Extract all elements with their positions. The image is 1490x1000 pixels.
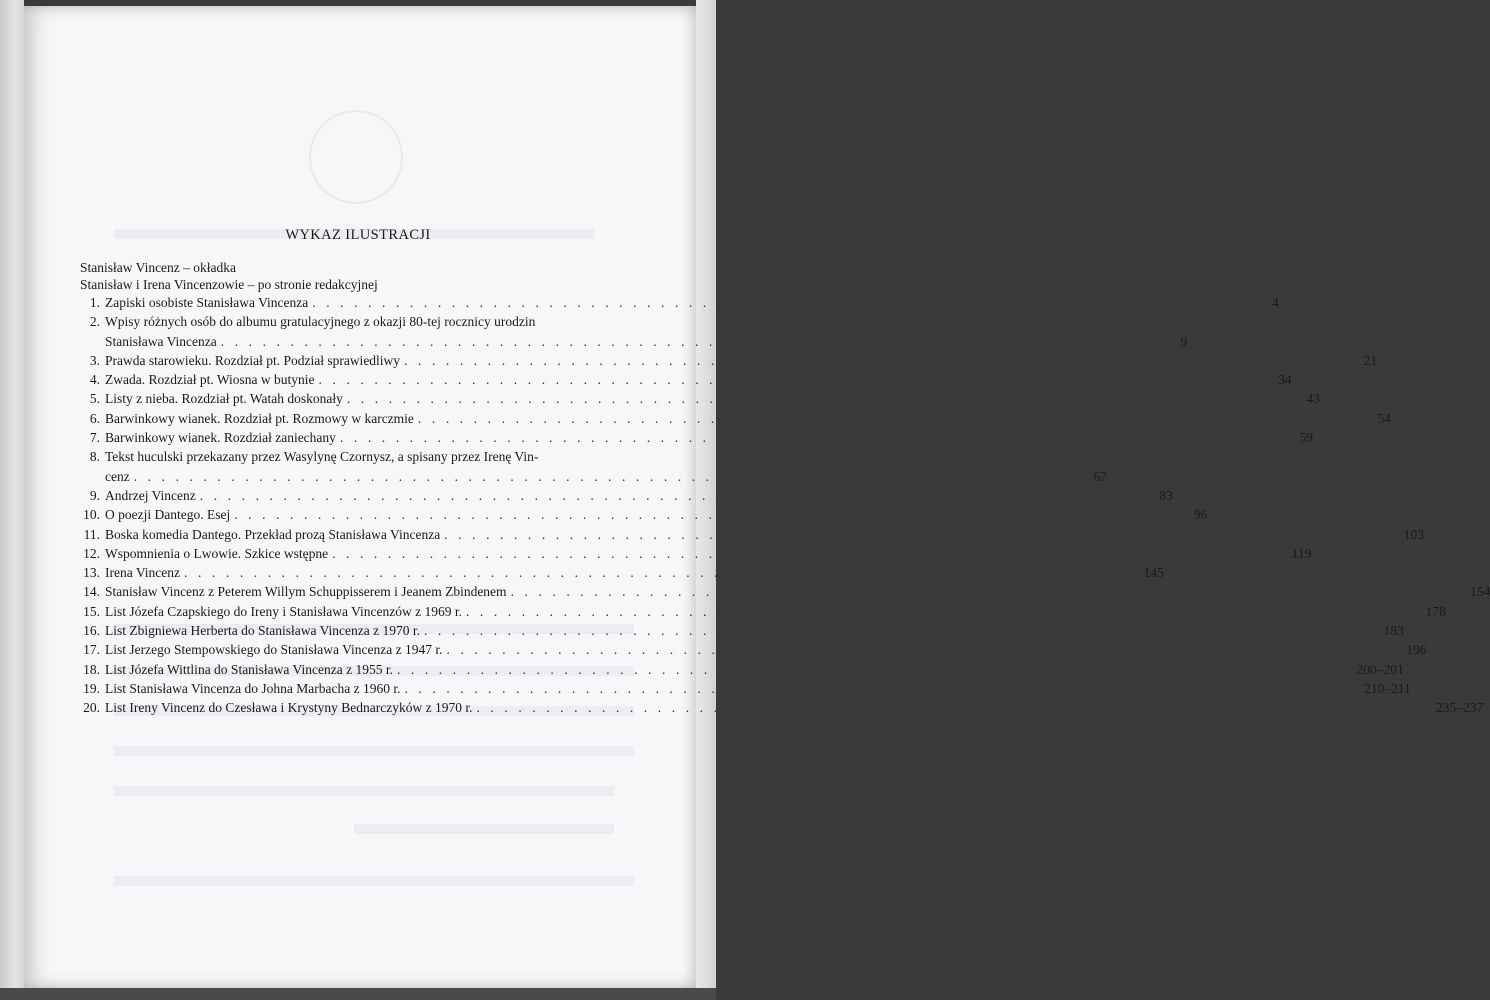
item-title: Prawda starowieku. Rozdział pt. Podział sprawiedliwy	[105, 352, 401, 368]
item-page: 103	[1403, 526, 1425, 542]
item-page: 21	[1363, 352, 1378, 368]
page-heading: WYKAZ ILUSTRACJI	[285, 227, 431, 243]
list-item-3	[80, 351, 1378, 370]
dot-leader: . . . . . . . . . . . . . . . . . . . . . . . . . . . . . . . . . . . . . . . . . . . . . . . . . . . . . . . . . . . . . . . . . . . . .	[199, 487, 1156, 503]
list-item-1	[80, 293, 1279, 312]
show-through-line	[114, 876, 634, 886]
dot-leader: . . . . . . . . . . . . . . . . . . . . . . . . . . . . . . . . . . . . . . . . . . . . . . . . . . . . . . . . . . . . . . . . . . . . .	[332, 545, 1288, 561]
item-title: List Józefa Wittlina do Stanisława Vincenza z 1955 r.	[105, 661, 393, 677]
dot-leader: . . . . . . . . . . . . . . . . . . . . . . . . . . . . . . . . . . . . . . . . . . . . . . . . . . . . . . . . . . . . . . . . . . . . .	[446, 642, 1403, 658]
item-title: O poezji Dantego. Esej	[105, 507, 231, 523]
item-title: Wpisy różnych osób do albumu gratulacyjnego z okazji 80-tej rocznicy urodzin	[105, 314, 536, 330]
list-item-12	[80, 544, 1312, 563]
list-item-11	[80, 525, 1425, 544]
item-number: 2.	[89, 314, 100, 330]
show-through-emblem	[309, 110, 403, 204]
list-item-20	[80, 698, 1484, 717]
list-item-10	[80, 505, 1208, 524]
item-number: 12.	[83, 545, 100, 561]
item-title: Barwinkowy wianek. Rozdział zaniechany	[105, 430, 336, 446]
item-page: 43	[1306, 391, 1320, 407]
dot-leader: . . . . . . . . . . . . . . . . . . . . . . . . . . . . . . . . . . . . . . . . . . . . . . . . . . . . . . . . . . . . . . . . . . . . .	[346, 391, 1303, 407]
list-item-18	[80, 660, 1404, 679]
dot-leader: . . . . . . . . . . . . . . . . . . . . . . . . . . . . . . . . . . . . . . . . . . . . . . . . . . . . . . . . . . . . . . . . . . . . .	[423, 623, 1380, 639]
item-number: 9.	[89, 487, 100, 503]
item-number: 19.	[83, 680, 100, 696]
item-title: Stanisław Vincenz z Peterem Willym Schuppisserem i Jeanem Zbindenem	[105, 584, 507, 600]
list-item-14	[80, 582, 1490, 601]
item-page: 154	[1470, 584, 1490, 600]
item-title: Andrzej Vincenz	[105, 487, 196, 503]
dot-leader: . . . . . . . . . . . . . . . . . . . . . . . . . . . . . . . . . . . . . . . . . . . . . . . . . . . . . . . . . . . . . . . . . . . . .	[184, 565, 1140, 581]
item-title: Zapiski osobiste Stanisława Vincenza	[105, 295, 309, 310]
item-number: 14.	[83, 584, 100, 600]
show-through-line	[354, 824, 614, 834]
item-number: 8.	[89, 449, 100, 465]
item-number: 4.	[89, 372, 100, 388]
list-item-6	[80, 409, 1391, 428]
item-number: 15.	[83, 603, 100, 619]
list-item-2-continued	[80, 332, 1188, 351]
item-title: List Jerzego Stempowskiego do Stanisława Vincenza z 1947 r.	[105, 642, 443, 658]
item-number: 10.	[83, 507, 100, 523]
item-page: 9	[1180, 333, 1188, 349]
list-item-16	[80, 621, 1404, 640]
dot-leader: . . . . . . . . . . . . . . . . . . . . . . . . . . . . . . . . . . . . . . . . . . . . . . . . . . . . . . . . . . . . . . . . . . . . .	[510, 584, 1467, 600]
list-item-17	[80, 640, 1427, 659]
dot-leader: . . . . . . . . . . . . . . . . . . . . . . . . . . . . . . . . . . . . . . . . . . . . . . . . . . . . . . . . . . . . . . . . . . . . .	[404, 352, 1360, 368]
item-title: Tekst huculski przekazany przez Wasylynę Czornysz, a spisany przez Irenę Vin-	[105, 449, 539, 465]
dot-leader: . . . . . . . . . . . . . . . . . . . . . . . . . . . . . . . . . . . . . . . . . . . . . . . . . . . . . . . . . . . . . . . . . . . . .	[312, 295, 1268, 310]
book-binding	[0, 0, 24, 1000]
dot-leader: . . . . . . . . . . . . . . . . . . . . . . . . . . . . . . . . . . . . . . . . . . . . . . . . . . . . . . . . . . . . . . . . . . . . .	[220, 333, 1177, 349]
list-item-2	[80, 312, 580, 331]
list-item-4	[80, 370, 1292, 389]
item-page: 67	[1093, 468, 1107, 484]
dot-leader: . . . . . . . . . . . . . . . . . . . . . . . . . . . . . . . . . . . . . . . . . . . . . . . . . . . . . . . . . . . . . . . . . . . . .	[465, 603, 1422, 619]
item-title: List Zbigniewa Herberta do Stanisława Vincenza z 1970 r.	[105, 623, 420, 639]
list-item-8	[80, 447, 580, 466]
item-page: 183	[1383, 623, 1404, 639]
item-title-continued: Stanisława Vincenza	[105, 333, 217, 349]
item-page: 235–237	[1436, 700, 1484, 716]
item-page: 145	[1143, 565, 1164, 581]
intro-line-editorial: Stanisław i Irena Vincenzowie – po stronie redakcyjnej	[80, 277, 378, 292]
item-page: 59	[1299, 430, 1313, 446]
illustrations-list	[80, 293, 1490, 718]
item-title: List Józefa Czapskiego do Ireny i Stanisława Vincenzów z 1969 r.	[105, 603, 462, 619]
dot-leader: . . . . . . . . . . . . . . . . . . . . . . . . . . . . . . . . . . . . . . . . . . . . . . . . . . . . . . . . . . . . . . . . . . . . .	[318, 372, 1275, 388]
item-number: 7.	[89, 430, 100, 446]
item-page: 119	[1291, 545, 1312, 561]
list-item-9	[80, 486, 1173, 505]
item-page: 34	[1278, 372, 1292, 388]
item-number: 1.	[89, 295, 100, 310]
show-through-line	[114, 746, 634, 756]
item-number: 20.	[83, 700, 100, 716]
dot-leader: . . . . . . . . . . . . . . . . . . . . . . . . . . . . . . . . . . . . . . . . . . . . . . . . . . . . . . . . . . . . . . . . . . . . .	[339, 430, 1296, 446]
list-item-7	[80, 428, 1313, 447]
item-title: Zwada. Rozdział pt. Wiosna w butynie	[105, 372, 315, 388]
item-page: 178	[1425, 603, 1446, 619]
item-number: 11.	[83, 526, 100, 542]
item-number: 16.	[83, 623, 100, 639]
scan-border	[0, 988, 716, 1000]
item-page: 96	[1193, 507, 1208, 523]
list-item-5	[80, 389, 1320, 408]
item-title: List Ireny Vincenz do Czesława i Krystyny Bednarczyków z 1970 r.	[105, 700, 473, 716]
item-title: List Stanisława Vincenza do Johna Marbacha z 1960 r.	[105, 680, 401, 696]
item-title: Boska komedia Dantego. Przekład prozą Stanisława Vincenza	[105, 526, 441, 542]
item-title: Barwinkowy wianek. Rozdział pt. Rozmowy w karczmie	[105, 410, 414, 426]
item-number: 6.	[89, 410, 100, 426]
item-number: 18.	[83, 661, 100, 677]
show-through-line	[114, 786, 614, 796]
list-item-15	[80, 602, 1446, 621]
list-item-19	[80, 679, 1411, 698]
dot-leader: . . . . . . . . . . . . . . . . . . . . . . . . . . . . . . . . . . . . . . . . . . . . . . . . . . . . . . . . . . . . . . . . . . . . .	[476, 700, 1433, 716]
item-page: 83	[1159, 487, 1173, 503]
item-number: 3.	[89, 352, 100, 368]
item-number: 13.	[83, 565, 100, 581]
item-number: 17.	[83, 642, 100, 658]
dot-leader: . . . . . . . . . . . . . . . . . . . . . . . . . . . . . . . . . . . . . . . . . . . . . . . . . . . . . . . . . . . . . . . . . . . . .	[444, 526, 1400, 542]
item-number: 5.	[89, 391, 100, 407]
dot-leader: . . . . . . . . . . . . . . . . . . . . . . . . . . . . . . . . . . . . . . . . . . . . . . . . . . . . . . . . . . . . . . . . . . . . .	[404, 680, 1361, 696]
item-page: 4	[1271, 295, 1279, 310]
item-title: Irena Vincenz	[105, 565, 181, 581]
intro-line-cover: Stanisław Vincenz – okładka	[80, 260, 237, 275]
dot-leader: . . . . . . . . . . . . . . . . . . . . . . . . . . . . . . . . . . . . . . . . . . . . . . . . . . . . . . . . . . . . . . . . . . . . .	[396, 661, 1353, 677]
item-page: 210–211	[1364, 680, 1411, 696]
item-title: Wspomnienia o Lwowie. Szkice wstępne	[105, 545, 329, 561]
item-page: 200–201	[1356, 661, 1404, 677]
list-item-8-continued	[80, 467, 1107, 486]
item-page: 196	[1406, 642, 1427, 658]
dot-leader: . . . . . . . . . . . . . . . . . . . . . . . . . . . . . . . . . . . . . . . . . . . . . . . . . . . . . . . . . . . . . . . . . . . . .	[133, 468, 1090, 484]
item-page: 54	[1377, 410, 1391, 426]
item-title: Listy z nieba. Rozdział pt. Watah doskonały	[105, 391, 343, 407]
dot-leader: . . . . . . . . . . . . . . . . . . . . . . . . . . . . . . . . . . . . . . . . . . . . . . . . . . . . . . . . . . . . . . . . . . . . .	[417, 410, 1374, 426]
list-item-13	[80, 563, 1164, 582]
dot-leader: . . . . . . . . . . . . . . . . . . . . . . . . . . . . . . . . . . . . . . . . . . . . . . . . . . . . . . . . . . . . . . . . . . . . .	[234, 507, 1190, 523]
item-title-continued: cenz	[105, 468, 130, 484]
